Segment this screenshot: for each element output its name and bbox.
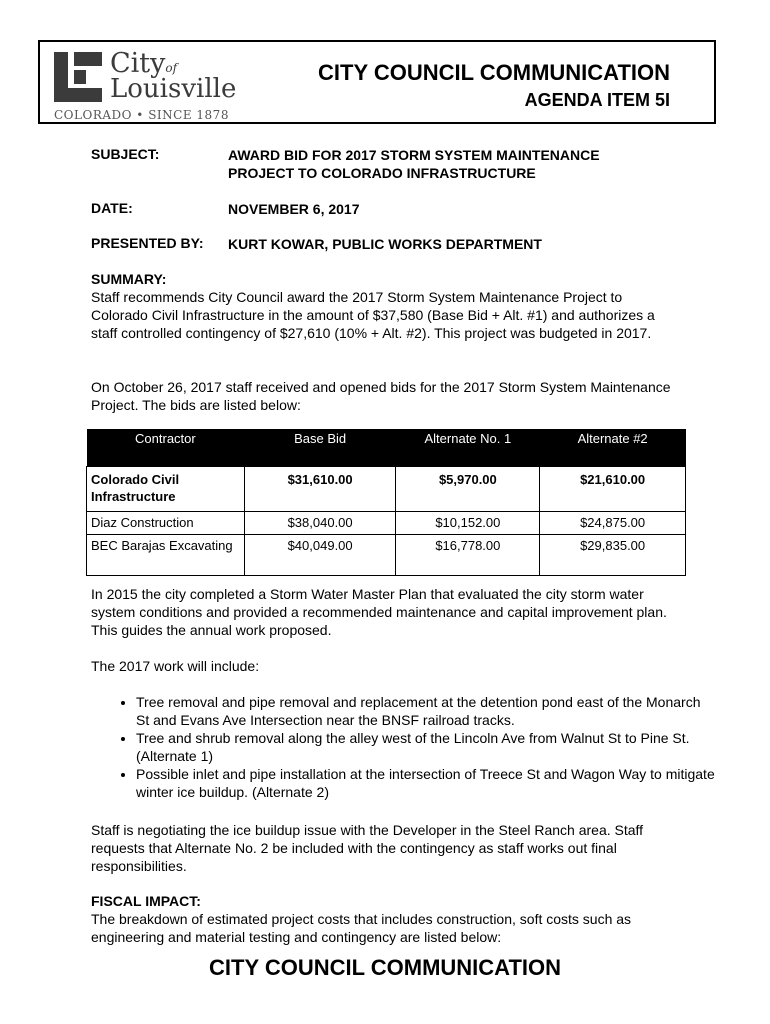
contractor-cell: Colorado Civil Infrastructure [87, 467, 245, 512]
date-value: NOVEMBER 6, 2017 [228, 201, 360, 217]
work-list [108, 693, 716, 801]
subject-line-1: AWARD BID FOR 2017 STORM SYSTEM MAINTENANCE [228, 147, 600, 163]
fiscal-impact-text: The breakdown of estimated project costs that includes construction, soft costs such as engineering and material testing and contingency are listed below: [91, 911, 632, 945]
bids-table [86, 429, 686, 576]
logo-subtitle: COLORADO • SINCE 1878 [54, 108, 229, 122]
document-header [38, 40, 716, 124]
fiscal-impact-section [91, 892, 681, 946]
table-header-cell: Base Bid [244, 429, 396, 467]
logo-louisville-text: Louisville [110, 74, 237, 104]
contractor-cell: BEC Barajas Excavating [87, 535, 245, 576]
logo-city-text: Cityof [110, 48, 178, 79]
table-row [87, 535, 686, 576]
contractor-cell: Diaz Construction [87, 512, 245, 535]
bids-intro: On October 26, 2017 staff received and opened bids for the 2017 Storm System Maintenance Project. The bids are listed below: [91, 379, 671, 413]
footer-title: CITY COUNCIL COMMUNICATION [209, 955, 561, 980]
alternate-1-cell: $10,152.00 [396, 512, 540, 535]
alternate-2-cell: $29,835.00 [540, 535, 686, 576]
alternate-2-cell: $24,875.00 [540, 512, 686, 535]
summary-text: Staff recommends City Council award the 2017 Storm System Maintenance Project to Colorado Civil Infrastructure in the amount of $37,580 (Base Bid + Alt. #1) and authorizes a staff controlled contingency of $27,610 (10% + Alt. #2). This project was budgeted in 2017. [91, 289, 655, 341]
list-item: • Tree and shrub removal along the alley west of the Lincoln Ave from Walnut St to Pine St. (Alternate 1) [136, 729, 716, 765]
table-row [87, 512, 686, 535]
date-label: DATE: [91, 200, 133, 216]
table-header-cell: Contractor [87, 429, 245, 467]
work-intro: The 2017 work will include: [91, 658, 260, 674]
list-item: • Tree removal and pipe removal and replacement at the detention pond east of the Monarch St and Evans Ave Intersection near the BNSF railroad tracks. [136, 693, 716, 729]
table-header-cell: Alternate No. 1 [396, 429, 540, 467]
header-title: CITY COUNCIL COMMUNICATION [318, 60, 670, 85]
city-logo-mark-icon [54, 52, 102, 102]
subject-value [228, 146, 600, 182]
negotiating-paragraph: Staff is negotiating the ice buildup issue with the Developer in the Steel Ranch area. Staff requests that Alternate No. 2 be included with the contingency as staff works out final responsibilities. [91, 822, 644, 874]
list-item: • Possible inlet and pipe installation at the intersection of Treece St and Wagon Way to mitigate winter ice buildup. (Alternate 2) [136, 765, 716, 801]
alternate-1-cell: $16,778.00 [396, 535, 540, 576]
table-header-cell: Alternate #2 [540, 429, 686, 467]
subject-label: SUBJECT: [91, 146, 160, 162]
summary-section [91, 270, 681, 342]
table-row [87, 467, 686, 512]
presented-by-value: KURT KOWAR, PUBLIC WORKS DEPARTMENT [228, 236, 542, 252]
table-header-row [87, 429, 686, 467]
presented-by-label: PRESENTED BY: [91, 235, 204, 251]
fiscal-impact-heading: FISCAL IMPACT: [91, 893, 201, 909]
subject-line-2: PROJECT TO COLORADO INFRASTRUCTURE [228, 165, 536, 181]
base-bid-cell: $31,610.00 [244, 467, 396, 512]
base-bid-cell: $38,040.00 [244, 512, 396, 535]
base-bid-cell: $40,049.00 [244, 535, 396, 576]
summary-heading: SUMMARY: [91, 271, 167, 287]
master-plan-paragraph: In 2015 the city completed a Storm Water Master Plan that evaluated the city storm water system conditions and provided a recommended maintenance and capital improvement plan. This guides the annual work proposed. [91, 586, 667, 638]
agenda-item: AGENDA ITEM 5I [524, 90, 670, 110]
alternate-2-cell: $21,610.00 [540, 467, 686, 512]
alternate-1-cell: $5,970.00 [396, 467, 540, 512]
city-of-louisville-logo [52, 50, 252, 124]
